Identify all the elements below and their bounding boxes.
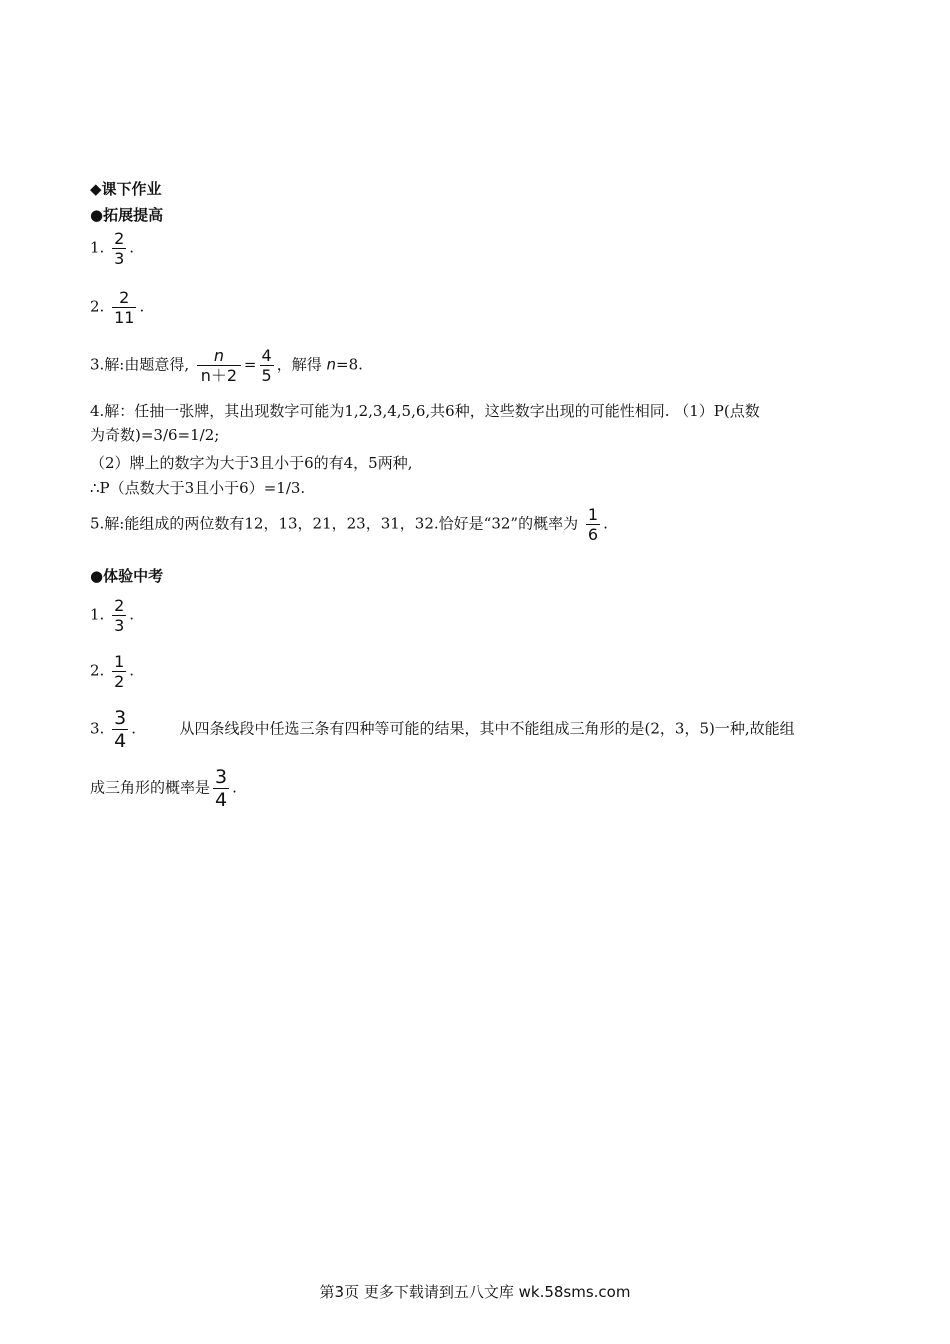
fraction [112, 596, 126, 635]
exam-q3-line2 [90, 766, 237, 811]
fraction [586, 505, 600, 544]
fraction-denominator: 4 [114, 730, 127, 752]
q-label: 2. [90, 297, 105, 316]
extend-q3 [90, 346, 363, 385]
fraction-denominator: 3 [114, 249, 125, 268]
fraction-numerator: 2 [114, 596, 125, 615]
fraction [112, 707, 128, 752]
exam-q3-continuation: 成三角形的概率是 [90, 778, 211, 797]
q-label: 3. [90, 719, 105, 738]
period: . [129, 661, 135, 680]
fraction-numerator: 1 [114, 652, 125, 671]
fraction-numerator: 4 [261, 346, 272, 365]
exam-q3-explanation: 从四条线段中任选三条有四种等可能的结果，其中不能组成三角形的是(2，3，5)一种,故能组 [179, 719, 795, 738]
q3-middle: ，解得 [276, 355, 322, 374]
extend-q4-line4: ∴P（点数大于3且小于6）=1/3. [90, 479, 306, 497]
fraction-denominator: 5 [261, 366, 272, 385]
q3-suffix: =8. [336, 355, 363, 374]
exam-q1 [90, 596, 134, 635]
period: . [131, 719, 136, 738]
period: . [129, 605, 135, 624]
fraction-denominator: 6 [587, 525, 599, 544]
variable-n: n [326, 355, 336, 374]
q-label: 1. [90, 238, 105, 257]
extend-q4-line1: 4.解：任抽一张牌，其出现数字可能为1,2,3,4,5,6,共6种，这些数字出现的可能性相同. （1）P(点数 [90, 402, 760, 420]
fraction [260, 346, 274, 385]
fraction-denominator: 4 [215, 789, 228, 811]
q3-prefix: 3.解:由题意得, [90, 355, 190, 374]
exam-title: ●体验中考 [90, 567, 164, 585]
equals-sign: = [243, 355, 257, 374]
homework-title: ◆课下作业 [90, 180, 162, 198]
fraction-numerator: 3 [215, 766, 228, 788]
extend-q1 [90, 229, 134, 268]
fraction-denominator: n＋2 [200, 366, 238, 385]
extend-q4-line3: （2）牌上的数字为大于3且小于6的有4，5两种, [90, 454, 413, 472]
extend-q4-line2: 为奇数)=3/6=1/2; [90, 426, 220, 444]
fraction-denominator: 11 [114, 308, 135, 327]
q-label: 2. [90, 661, 105, 680]
exam-q2 [90, 652, 134, 691]
fraction [112, 288, 136, 327]
period: . [603, 514, 608, 533]
extend-title: ●拓展提高 [90, 206, 164, 224]
fraction [213, 766, 229, 811]
fraction-numerator: 3 [114, 707, 127, 729]
fraction [112, 229, 126, 268]
fraction-numerator: 2 [114, 229, 125, 248]
period: . [129, 238, 135, 257]
extend-q5 [90, 505, 608, 544]
fraction-numerator: n [197, 346, 241, 366]
period: . [139, 297, 145, 316]
q-label: 1. [90, 605, 105, 624]
fraction-numerator: 2 [112, 288, 136, 308]
fraction-n-over-n-plus-2 [197, 346, 241, 385]
fraction-numerator: 1 [587, 505, 599, 524]
page-footer: 第3页 更多下载请到五八文库 wk.58sms.com [319, 1283, 631, 1301]
extend-q2 [90, 288, 144, 327]
fraction-denominator: 2 [114, 672, 125, 691]
fraction-denominator: 3 [114, 616, 125, 635]
q5-text: 5.解:能组成的两位数有12，13，21，23，31，32.恰好是“32”的概率为 [90, 514, 579, 533]
period: . [232, 778, 237, 797]
exam-q3-line1 [90, 707, 795, 752]
fraction [112, 652, 126, 691]
